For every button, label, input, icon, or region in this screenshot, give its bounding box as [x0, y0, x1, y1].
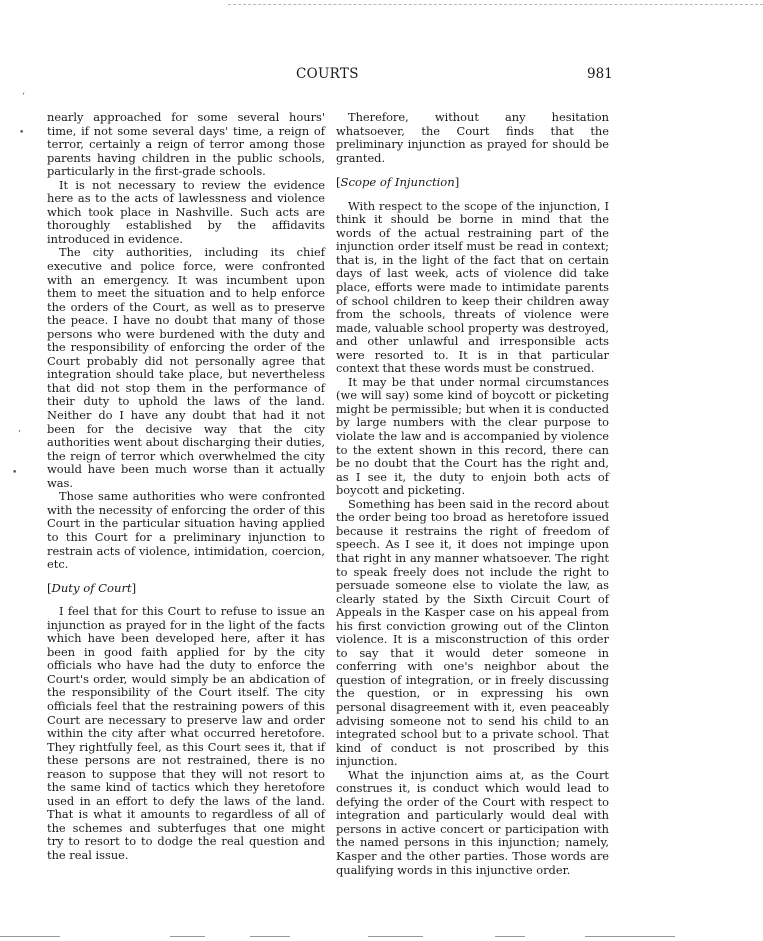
margin-speck-mark: ‘ [22, 92, 25, 102]
paragraph: The city authorities, including its chief executive and police force, were confronted with an emergency. It was incumbent upon them to meet the situation and to help enforce the orders of the Court, as well as to preserve the peace. I have no doubt that many of those persons who were burdened with the duty and the responsibility of enforcing the order of the Court probably did not personally agree that integration should take place, but nevertheless that did not stop them in the performance of their duty to uphold the laws of the land. Neither do I have any doubt that had it not been for the decisive way that the city authorities went about discharging their duties, the reign of terror which overwhelmed the city would have been much worse than it actually was. [47, 245, 325, 490]
bottom-edge-rule [0, 936, 60, 937]
paragraph: nearly approached for some several hours' time, if not some several days' time, a reign of terror, certainly a reign of terror among those parents having children in the public schools, particularly in the first-grade schools. [47, 110, 325, 179]
paragraph: Those same authorities who were confronted with the necessity of enforcing the order of this Court in the particular situation having applied to this Court for a preliminary injunction to restrain acts of violence, intimidation, coercion, etc. [47, 489, 325, 572]
bottom-edge-rule [170, 936, 205, 937]
margin-speck-mark: • [19, 128, 25, 138]
running-head: COURTS [296, 66, 359, 82]
heading-text: Duty of Court [51, 580, 132, 595]
bottom-edge-rule [495, 936, 525, 937]
heading-text: Scope of Injunction [340, 175, 455, 190]
page-number: 981 [587, 66, 613, 82]
heading-bracket-close: ] [454, 175, 460, 190]
paragraph: It is not necessary to review the evidence here as to the acts of lawlessness and violence which took place in Nashville. Such acts are thoroughly established by the affidavits introduced in evidence. [47, 177, 325, 246]
heading-bracket-close: ] [131, 580, 137, 595]
paragraph: Something has been said in the record about the order being too broad as heretofore issued because it restrains the right of freedom of speech. As I see it, it does not impinge upon that right in any manner whatsoever. The right to speak freely does not include the right to persuade someone else to violate the law, as clearly stated by the Sixth Circuit Court of Appeals in the Kasper case on his appeal from his first conviction growing out of the Clinton violence. It is a misconstruction of this order to say that it would deter someone in conferring with one's neighbor about the question of integration, or in freely discussing the question, or in expressing his own personal disagreement with it, even peaceably advising someone not to send his child to an integrated school but to a private school. That kind of conduct is not proscribed by this injunction. [336, 496, 609, 769]
margin-speck-mark: ’ [18, 430, 21, 440]
paragraph: With respect to the scope of the injunction, I think it should be borne in mind that the words of the actual restraining part of the injunction order itself must be read in context; that is, in the light of the fact that on certain days of last week, acts of violence did take place, efforts were made to intimidate parents of school children to keep their children away from the schools, threats of violence were made, valuable school property was destroyed, and other unlawful and irresponsible acts were resorted to. It is in that particular context that these words must be construed. [336, 198, 609, 376]
paragraph: It may be that under normal circumstances (we will say) some kind of boycott or picketing might be permissible; but when it is conducted by large numbers with the clear purpose to violate the law and is accompanied by violence to the extent shown in this record, there can be no doubt that the Court has the right and, as I see it, the duty to enjoin both acts of boycott and picketing. [336, 374, 609, 498]
paragraph: I feel that for this Court to refuse to issue an injunction as prayed for in the light of the facts which have been developed here, after it has been in good faith applied for by the city officials who have had the duty to enforce the Court's order, would simply be an abdication of the responsibility of the Court itself. The city officials feel that the restraining powers of this Court are necessary to preserve law and order within the city after what occurred heretofore. They rightfully feel, as this Court sees it, that if these persons are not restrained, there is no reason to suppose that they will not resort to the same kind of tactics which they heretofore used in an effort to defy the laws of the land. That is what it amounts to regardless of all of the schemes and subterfuges that one might try to resort to to dodge the real question and the real issue. [47, 604, 325, 862]
paragraph: What the injunction aims at, as the Court construes it, is conduct which would lead to defying the order of the Court with respect to integration and particularly would deal with persons in active concert or participation with the named persons in this injunction; namely, Kasper and the other parties. Those words are qualifying words in this injunctive order. [336, 767, 609, 877]
section-heading-scope-of-injunction [336, 176, 609, 190]
section-heading-duty-of-court [47, 582, 325, 596]
paragraph: Therefore, without any hesitation whatsoever, the Court finds that the preliminary injunction as prayed for should be granted. [336, 110, 609, 165]
margin-speck-mark: • [12, 468, 18, 478]
bottom-edge-rule [250, 936, 290, 937]
right-column [336, 111, 609, 877]
left-column [47, 111, 325, 863]
heading-bracket-open: [ [47, 580, 52, 595]
bottom-edge-rule [585, 936, 675, 937]
top-edge-rule [228, 4, 763, 5]
bottom-edge-rule [368, 936, 423, 937]
heading-bracket-open: [ [336, 175, 341, 190]
